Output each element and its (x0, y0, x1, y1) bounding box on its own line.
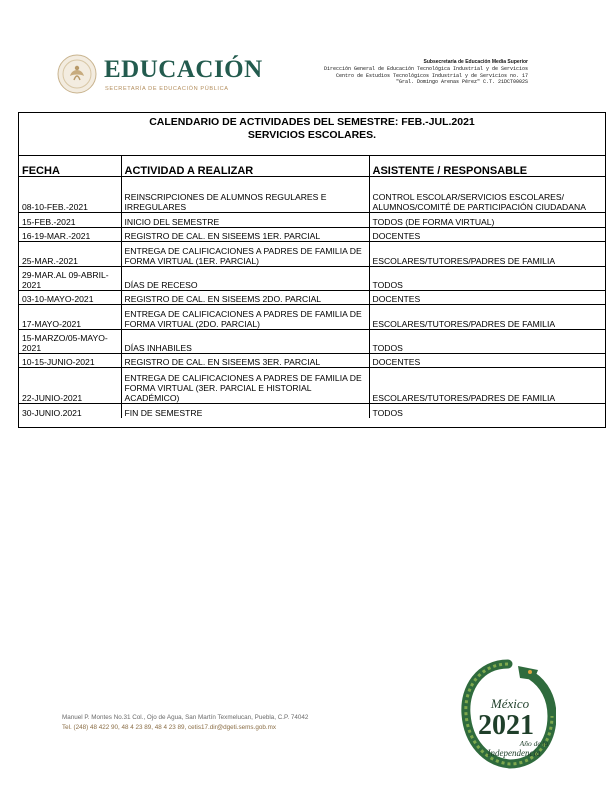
row-date: 29-MAR.AL 09-ABRIL-2021 (19, 267, 121, 291)
row-responsible: ESCOLARES/TUTORES/PADRES DE FAMILIA (369, 242, 605, 267)
table-row (19, 177, 605, 213)
row-activity: DÍAS DE RECESO (121, 267, 369, 291)
row-activity: REGISTRO DE CAL. EN SISEEMS 3ER. PARCIAL (121, 354, 369, 368)
table-row (19, 228, 605, 242)
row-responsible: ESCOLARES/TUTORES/PADRES DE FAMILIA (369, 368, 605, 404)
table-row (19, 291, 605, 305)
logo-text-independencia: Independencia (487, 748, 541, 758)
brand-title: EDUCACIÓN (104, 56, 263, 83)
row-responsible: TODOS (369, 267, 605, 291)
row-responsible: DOCENTES (369, 228, 605, 242)
row-activity: ENTREGA DE CALIFICACIONES A PADRES DE FAMILIA DE FORMA VIRTUAL (1ER. PARCIAL) (121, 242, 369, 267)
institution-line: "Gral. Domingo Arenas Pérez" C.T. 21DCT0002S (395, 79, 528, 86)
row-activity: DÍAS INHABILES (121, 330, 369, 354)
table-row (19, 305, 605, 330)
row-date: 17-MAYO-2021 (19, 305, 121, 330)
row-responsible: CONTROL ESCOLAR/SERVICIOS ESCOLARES/ ALUMNOS/COMITÉ DE PARTICIPACIÓN CIUDADANA (369, 177, 605, 213)
row-responsible: TODOS (372, 407, 403, 418)
table-row (19, 404, 605, 418)
column-header-responsible: ASISTENTE / RESPONSABLE (369, 156, 605, 177)
logo-text-mexico: México (490, 696, 530, 711)
table-row (19, 330, 605, 354)
row-activity: ENTREGA DE CALIFICACIONES A PADRES DE FAMILIA DE FORMA VIRTUAL (2DO. PARCIAL) (121, 305, 369, 330)
row-activity: REGISTRO DE CAL. EN SISEEMS 2DO. PARCIAL (121, 291, 369, 305)
calendar-subtitle-line: SERVICIOS ESCOLARES. (247, 128, 377, 141)
row-date: 16-19-MAR.-2021 (19, 228, 121, 242)
footer-phone-email: Tel. (248) 48 422 90, 48 4 23 89, 48 4 23 89, cetis17.dir@dgeti.sems.gob.mx (62, 724, 276, 731)
row-date: 15-MARZO/05-MAYO-2021 (19, 330, 121, 354)
calendar-title (19, 116, 605, 141)
mexico-2021-logo (460, 658, 556, 770)
logo-text-anio: Año de la (519, 739, 549, 748)
row-date: 08-10-FEB.-2021 (19, 177, 121, 213)
activities-table (19, 155, 605, 418)
calendar-title-line: CALENDARIO DE ACTIVIDADES DEL SEMESTRE: FEB.-JUL.2021 (149, 116, 475, 128)
logo-text-year: 2021 (478, 710, 534, 741)
table-row (19, 368, 605, 404)
column-header-activity: ACTIVIDAD A REALIZAR (121, 156, 369, 177)
row-date: 03-10-MAYO-2021 (19, 291, 121, 305)
table-row (19, 213, 605, 228)
mexico-seal-icon (57, 54, 97, 94)
row-responsible: DOCENTES (369, 354, 605, 368)
table-row (19, 354, 605, 368)
row-responsible: TODOS (369, 330, 605, 354)
row-date: 15-FEB.-2021 (19, 213, 121, 228)
row-activity: INICIO DEL SEMESTRE (121, 213, 369, 228)
footer-contact (62, 713, 308, 733)
row-date: 30-JUNIO.2021 (19, 404, 121, 418)
row-responsible: TODOS (DE FORMA VIRTUAL) (369, 213, 605, 228)
table-row (19, 267, 605, 291)
footer-address: Manuel P. Montes No.31 Col., Ojo de Agua, San Martín Texmelucan, Puebla, C.P. 74042 (62, 714, 309, 721)
column-header-date: FECHA (19, 156, 121, 177)
row-activity: ENTREGA DE CALIFICACIONES A PADRES DE FAMILIA DE FORMA VIRTUAL (3ER. PARCIAL E HISTORIAL ACADÉMICO) (121, 368, 369, 404)
row-activity: REGISTRO DE CAL. EN SISEEMS 1ER. PARCIAL (121, 228, 369, 242)
institution-line: Dirección General de Educación Tecnológica Industrial y de Servicios (323, 65, 528, 72)
row-activity: REINSCRIPCIONES DE ALUMNOS REGULARES E IRREGULARES (121, 177, 369, 213)
row-date: 22-JUNIO-2021 (19, 368, 121, 404)
row-responsible: DOCENTES (369, 291, 605, 305)
institution-line: Subsecretaría de Educación Media Superior (423, 59, 528, 65)
row-date: 25-MAR.-2021 (19, 242, 121, 267)
activity-calendar (18, 112, 606, 428)
row-activity: FIN DE SEMESTRE (121, 404, 369, 418)
table-header-row (19, 156, 605, 177)
institution-line: Centro de Estudios Tecnológicos Industrial y de Servicios no. 17 (335, 72, 528, 79)
row-date: 10-15-JUNIO-2021 (19, 354, 121, 368)
institution-info (324, 59, 528, 86)
brand-subtitle: SECRETARÍA DE EDUCACIÓN PÚBLICA (105, 86, 229, 92)
row-responsible: ESCOLARES/TUTORES/PADRES DE FAMILIA (369, 305, 605, 330)
table-row (19, 242, 605, 267)
